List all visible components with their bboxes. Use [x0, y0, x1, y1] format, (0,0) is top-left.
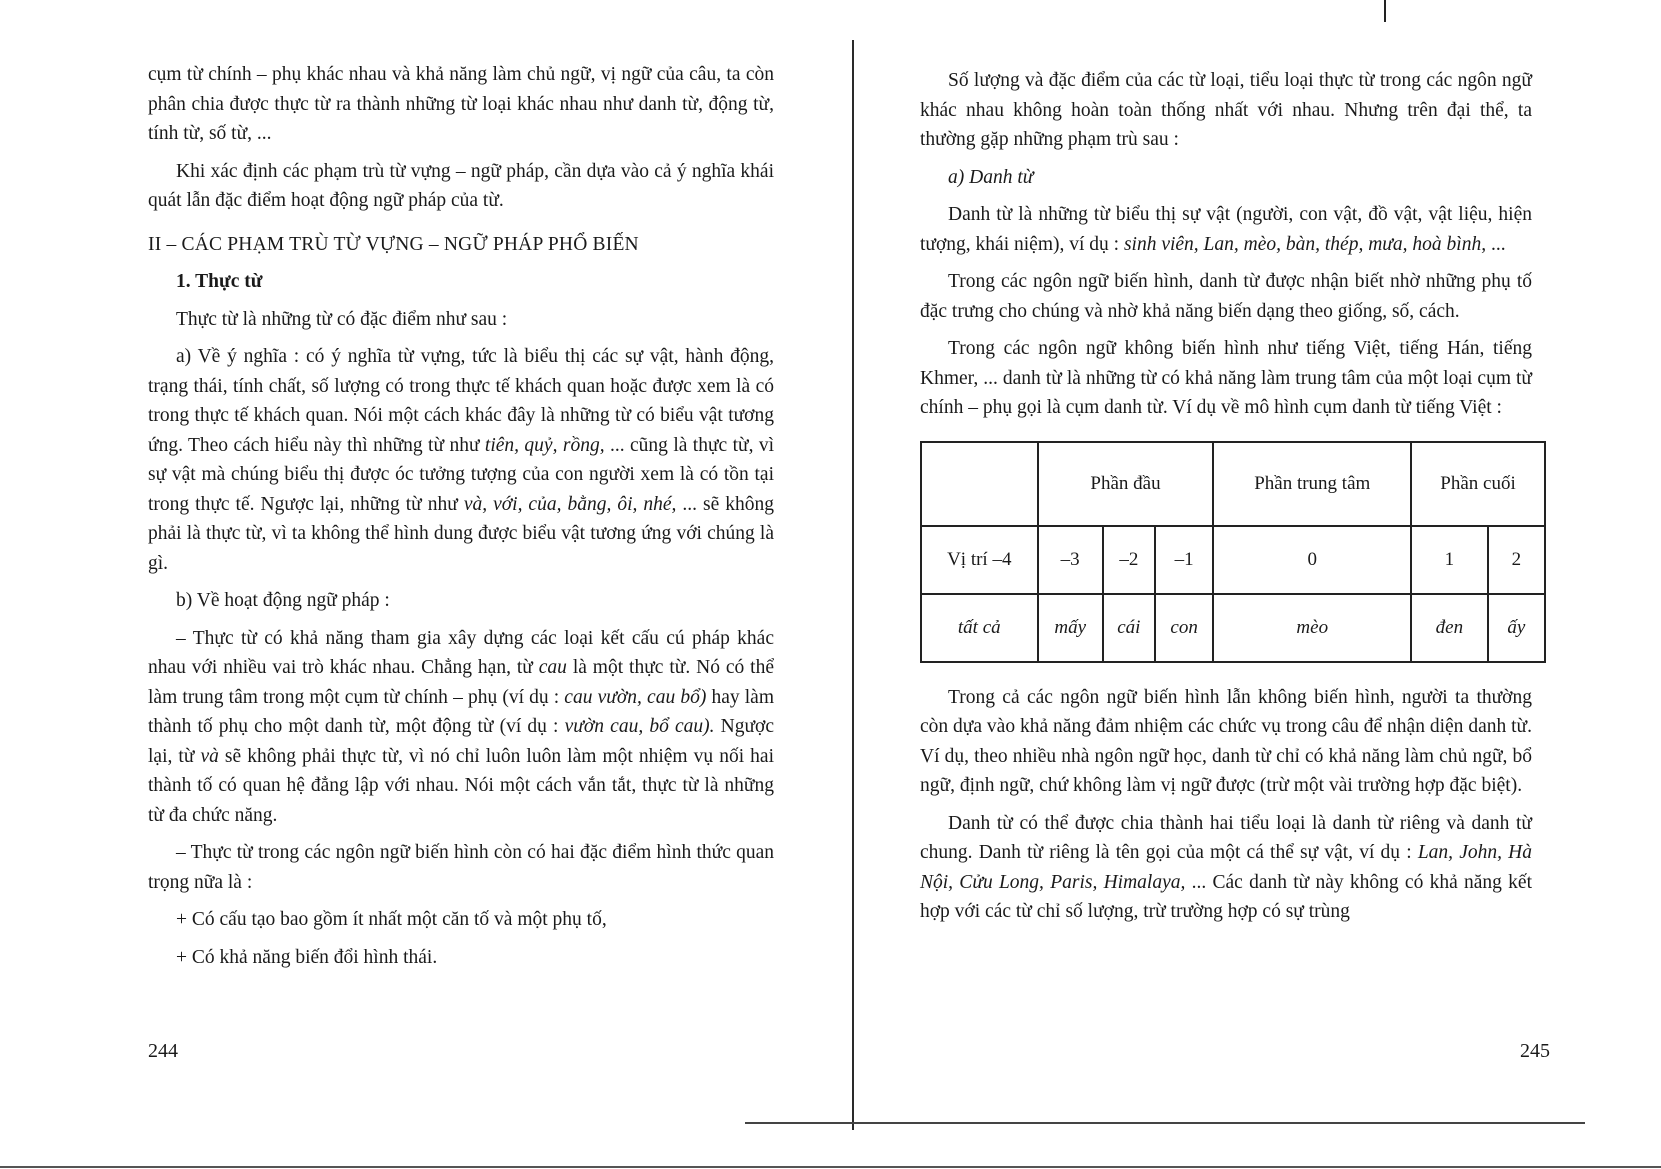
paragraph: [920, 809, 1532, 927]
book-spine: [852, 40, 854, 1130]
text-run: Danh từ có thể được chia thành hai tiểu loại là danh từ riêng và danh từ chung. Danh từ riêng là tên gọi của một cá thể sự vật, ví dụ :: [920, 812, 1532, 863]
right-page: [855, 0, 1661, 1169]
table-row: [921, 594, 1545, 662]
left-text-column: [148, 60, 774, 980]
table-cell: 0: [1213, 526, 1411, 594]
italic-text: vườn cau, bổ cau).: [564, 716, 715, 737]
paragraph: Số lượng và đặc điểm của các từ loại, tiểu loại thực từ trong các ngôn ngữ khác nhau không hoàn toàn thống nhất với nhau. Nhưng trên đại thể, ta thường gặp những phạm trù sau :: [920, 70, 1532, 150]
italic-text: cau vườn, cau bổ): [564, 686, 707, 708]
paragraph: [148, 624, 774, 831]
text-run: Ngược lại, từ: [148, 716, 774, 767]
list-item: + Có khả năng biến đổi hình thái.: [176, 946, 438, 968]
paragraph: Trong các ngôn ngữ biến hình, danh từ được nhận biết nhờ những phụ tố đặc trưng cho chúng và nhờ khả năng biến dạng theo giống, số, cách.: [920, 271, 1532, 322]
table-cell: –1: [1155, 526, 1214, 594]
italic-text: và, với, của, bằng, ôi, nhé,: [463, 493, 677, 515]
text-run: là một thực từ. Nó có thể làm trung tâm trong một cụm từ chính – phụ (ví dụ :: [148, 657, 774, 708]
subsection-heading: a) Danh từ: [948, 166, 1034, 188]
text-run: a) Về ý nghĩa : có ý nghĩa từ vựng, tức là biểu thị các sự vật, hành động, trạng thái, tính chất, số lượng có trong thực tế khách quan hoặc được xem là có trong thực tế khách quan. Nói một cách khác đây là những từ có biểu vật tương ứng. Theo cách hiểu này thì những từ như: [148, 346, 774, 456]
text-run: – Thực từ có khả năng tham gia xây dựng các loại kết cấu cú pháp khác nhau với nhiều vai trò khác nhau. Chẳng hạn, từ: [148, 627, 774, 678]
table-row: [921, 526, 1545, 594]
table-cell-empty: [921, 442, 1038, 526]
text-run: ... sẽ không phải là thực từ, vì ta không thể hình dung được biểu vật tương ứng với chúng là gì.: [148, 493, 775, 574]
italic-text: và: [200, 745, 219, 767]
table-header-last: Phần cuối: [1411, 442, 1545, 526]
table-row: [921, 442, 1545, 526]
page-number: 245: [1520, 1040, 1550, 1062]
right-text-column: [920, 66, 1532, 935]
table-header-center: Phần trung tâm: [1213, 442, 1411, 526]
text-run: ...: [1486, 233, 1506, 255]
table-cell: 1: [1411, 526, 1488, 594]
paragraph: Khi xác định các phạm trù từ vựng – ngữ pháp, cần dựa vào cả ý nghĩa khái quát lẫn đặc điểm hoạt động ngữ pháp của từ.: [148, 160, 774, 211]
italic-text: sinh viên, Lan, mèo, bàn, thép, mưa, hoà bình,: [1123, 233, 1487, 255]
paragraph: Trong cả các ngôn ngữ biến hình lẫn không biến hình, người ta thường còn dựa vào khả năng đảm nhiệm các chức vụ trong câu để nhận diện danh từ. Ví dụ, theo nhiều nhà ngôn ngữ học, danh từ chỉ có khả năng làm chủ ngữ, bổ ngữ, định ngữ, chứ không làm vị ngữ được (trừ một vài trường hợp đặc biệt).: [920, 686, 1532, 796]
paragraph: [920, 200, 1532, 259]
text-run: sẽ không phải thực từ, vì nó chỉ luôn luôn làm một nhiệm vụ nối hai thành tố có quan hệ đẳng lập với nhau. Nói một cách vắn tắt, thực từ là những từ đa chức năng.: [148, 745, 774, 826]
text-run: Danh từ là những từ biểu thị sự vật (người, con vật, đồ vật, vật liệu, hiện tượng, khái niệm), ví dụ :: [920, 204, 1532, 255]
table-cell: mèo: [1213, 594, 1411, 662]
text-run: ... Các danh từ này không có khả năng kết hợp với các từ chỉ số lượng, trừ trường hợp có sự trùng: [920, 871, 1533, 922]
table-cell: Vị trí –4: [921, 526, 1038, 594]
italic-text: Lan, John, Hà Nội, Cửu Long, Paris, Himalaya,: [920, 842, 1532, 893]
table-cell: con: [1155, 594, 1214, 662]
table-cell: 2: [1488, 526, 1545, 594]
text-run: ... cũng là thực từ, vì sự vật mà chúng biểu thị được óc tưởng tượng của con người xem là có tồn tại trong thực tế. Ngược lại, những từ như: [148, 434, 775, 515]
noun-phrase-table: [920, 441, 1546, 663]
list-item: + Có cấu tạo bao gồm ít nhất một căn tố và một phụ tố,: [176, 909, 607, 930]
subsection-heading: 1. Thực từ: [176, 271, 263, 292]
page-number: 244: [148, 1040, 178, 1062]
text-run: hay làm thành tố phụ cho một danh từ, một động từ (ví dụ :: [148, 686, 774, 737]
table-cell: –3: [1038, 526, 1103, 594]
paragraph: – Thực từ trong các ngôn ngữ biến hình còn có hai đặc điểm hình thức quan trọng nữa là :: [148, 842, 774, 893]
table-cell: đen: [1411, 594, 1488, 662]
section-heading: II – CÁC PHẠM TRÙ TỪ VỰNG – NGỮ PHÁP PHỔ BIẾN: [148, 233, 639, 255]
italic-text: tiên, quỷ, rồng,: [484, 434, 605, 456]
table-header-first: Phần đầu: [1038, 442, 1214, 526]
table-cell: mấy: [1038, 594, 1103, 662]
italic-text: cau: [538, 657, 567, 678]
paragraph: b) Về hoạt động ngữ pháp :: [176, 590, 390, 611]
paragraph: cụm từ chính – phụ khác nhau và khả năng làm chủ ngữ, vị ngữ của câu, ta còn phân chia được thực từ ra thành những từ loại khác nhau như danh từ, động từ, tính từ, số từ, ...: [148, 64, 774, 144]
paragraph: Trong các ngôn ngữ không biến hình như tiếng Việt, tiếng Hán, tiếng Khmer, ... danh từ là những từ có khả năng làm trung tâm của một loại cụm từ chính – phụ gọi là cụm danh từ. Ví dụ về mô hình cụm danh từ tiếng Việt :: [920, 338, 1532, 418]
table-cell: cái: [1103, 594, 1155, 662]
paragraph: Thực từ là những từ có đặc điểm như sau :: [176, 308, 508, 330]
paragraph: [148, 342, 774, 578]
table-cell: tất cả: [921, 594, 1038, 662]
table-cell: ấy: [1488, 594, 1545, 662]
table-cell: –2: [1103, 526, 1155, 594]
